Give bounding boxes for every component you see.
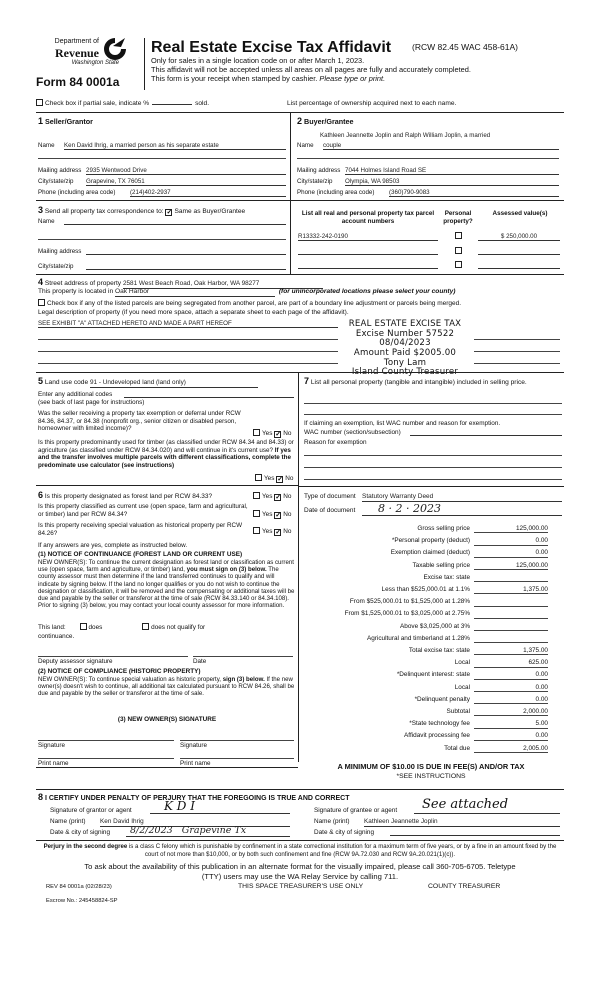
street-row (38, 277, 560, 289)
tax-row-value[interactable]: 2,005.00 (474, 745, 548, 753)
corr-name-label: Name (38, 218, 55, 225)
parcel-account-1[interactable]: R13332-242-0190 (298, 233, 438, 241)
pp-line-1 (304, 403, 562, 404)
forest-q1-no-checkbox[interactable] (274, 494, 281, 501)
tax-row-label: Exemption claimed (deduct) (390, 549, 470, 557)
land-use-label: Land use code (44, 379, 89, 386)
tax-row (300, 730, 562, 742)
tax-row-value[interactable]: 5.00 (474, 720, 548, 728)
grantor-date-field[interactable]: 8/2/2023 Grapevine Tx (126, 825, 290, 837)
this-land-label: This land: (38, 624, 66, 631)
buyer-phone-field[interactable]: (360)790-9083 (389, 189, 559, 197)
buyer-name-label: Name (297, 142, 314, 149)
corr-city-field[interactable] (86, 263, 286, 270)
tax-row-label: Less than $525,000.01 at 1.1% (381, 586, 470, 593)
land-use-field[interactable]: 91 - Undeveloped land (land only) (90, 379, 258, 388)
continuance-label: continuance. (38, 633, 75, 640)
grantor-name-field[interactable]: Ken David Ihrig (100, 818, 290, 827)
header-line3-b: Please type or print. (319, 74, 386, 83)
same-as-buyer-checkbox[interactable] (165, 209, 172, 216)
grantee-name-row (314, 818, 560, 826)
does-not-label: does not qualify for (151, 624, 206, 631)
tax-row (300, 633, 562, 645)
page-title: Real Estate Excise Tax Affidavit (151, 39, 392, 56)
notice-continuance-body (38, 559, 296, 609)
seller-heading-num: 1 (38, 116, 44, 126)
tax-row (300, 523, 562, 535)
tax-row-label: *Personal property (deduct) (391, 537, 470, 545)
segregated-label: Check box if any of the listed parcels are being segregated from another parcel, are part of a boundary line adjustment or parcels being merged. (47, 300, 462, 307)
buyer-name-line2 (297, 158, 559, 159)
grantee-signature-row (314, 797, 560, 815)
tax-row (300, 560, 562, 572)
correspondence-row (38, 205, 245, 216)
timber-yes-label: Yes (264, 475, 275, 482)
seller-mail-field[interactable]: 2935 Wentwood Drive (86, 167, 286, 175)
additional-codes-note: (see back of last page for instructions) (38, 399, 145, 406)
header-divider (144, 38, 145, 90)
personal-property-checkbox-1[interactable] (455, 232, 462, 239)
street-label: Street address of property (44, 280, 122, 287)
certify-heading-text: I CERTIFY UNDER PENALTY OF PERJURY THAT THE FOREGOING IS TRUE AND CORRECT (44, 795, 350, 802)
seller-name-label: Name (38, 142, 55, 149)
this-land-row (38, 623, 296, 632)
buyer-heading-num: 2 (297, 116, 303, 126)
divider-7 (36, 767, 298, 768)
tax-row (300, 596, 562, 608)
forest-q2-no-label: No (283, 511, 292, 518)
grantee-signature-field[interactable]: See attached (414, 797, 560, 814)
tax-row (300, 584, 562, 596)
street-address-field[interactable]: 2581 West Beach Road, Oak Harbor, WA 98277 (123, 280, 323, 289)
notice-continuance-a: NEW OWNER(S): To continue the current designation as forest land or classification as current use (open space, farm and agriculture, or timber) land, (38, 559, 294, 574)
deputy-date-line (193, 656, 293, 657)
buyer-heading-text: Buyer/Grantee (304, 117, 354, 126)
partial-sale-label-a: Check box if partial sale, indicate % (45, 100, 150, 107)
divider-1 (36, 112, 564, 113)
corr-mail-field[interactable] (86, 248, 286, 255)
dept-line3: Washington State (71, 60, 119, 66)
notice-compliance-a: NEW OWNER(S): To continue special valuation as historic property, (38, 676, 223, 683)
street-num: 4 (38, 277, 44, 287)
see-instructions-note: *SEE INSTRUCTIONS (396, 773, 466, 780)
tax-row-value[interactable] (474, 610, 548, 618)
exemption-yes-no (253, 429, 291, 438)
dept-line2: Revenue (55, 46, 99, 60)
grantor-name-label: Name (print) (50, 818, 86, 825)
tax-row-label: Above $3,025,000 at 3% (400, 622, 470, 630)
tax-row (300, 572, 562, 584)
tax-row-label: Affidavit processing fee (404, 732, 470, 740)
partial-sale-row (36, 98, 209, 108)
document-type-label: Type of document (304, 493, 356, 500)
additional-codes-label: Enter any additional codes (38, 391, 113, 398)
personal-property-label: List all personal property (tangible and intangible) included in selling price. (310, 379, 527, 386)
tax-row-value[interactable]: 0.00 (474, 732, 548, 740)
exemption-wac-note: If claiming an exemption, list WAC number and reason for exemption. (304, 420, 501, 427)
tax-row-value[interactable]: 0.00 (474, 684, 548, 692)
stamp-line4: Amount Paid $2005.00 (353, 347, 457, 358)
exemption-no-label: No (283, 430, 292, 437)
land-use-row (38, 376, 294, 388)
perjury-notice (40, 843, 560, 858)
owner-print-line-1 (38, 758, 174, 759)
tax-row (300, 547, 562, 559)
additional-codes-field[interactable] (124, 391, 294, 398)
divider-4 (36, 372, 564, 373)
forest-q3-yes-no (253, 527, 291, 536)
does-not-checkbox[interactable] (142, 623, 149, 630)
divider-9 (36, 840, 564, 841)
revision-label: REV 84 0001a (02/28/23) (46, 884, 112, 890)
notice-compliance-title: (2) NOTICE OF COMPLIANCE (HISTORIC PROPERTY) (38, 668, 201, 675)
tax-row-label: Total due (444, 744, 470, 752)
corr-name-field[interactable] (64, 218, 286, 225)
timber-no-label: No (285, 475, 294, 482)
parcel-account-3[interactable] (298, 262, 438, 269)
tax-row-label: Gross selling price (417, 525, 470, 532)
parcel-account-2[interactable] (298, 248, 438, 255)
tax-row-label: Local (454, 683, 470, 691)
seller-mail-row (38, 167, 286, 174)
segregated-checkbox[interactable] (38, 299, 45, 306)
stamp-line2: Excise Number 57522 (355, 328, 455, 339)
forest-q1-no-label: No (283, 493, 292, 500)
document-date-label: Date of document (304, 507, 356, 514)
exemption-question: Was the seller receiving a property tax exemption or deferral under RCW 84.36, 84.37, or 84.38 (nonprofit org., senior citizen or disabled person, homeowner with limited income)? (38, 410, 241, 433)
tax-row (300, 682, 562, 694)
reason-label: Reason for exemption (304, 439, 367, 446)
treasurer-use-only: THIS SPACE TREASURER'S USE ONLY (238, 883, 364, 890)
exemption-yes-checkbox[interactable] (253, 429, 260, 436)
timber-question-a: Is this property predominantly used for timber (as classified under RCW 84.34 and 84.33) or agriculture (as classified under RCW 84.34.020) and will continue in it's current use? (38, 439, 294, 454)
timber-no-checkbox[interactable] (276, 476, 283, 483)
dept-line1: Department of (54, 38, 99, 45)
buyer-name-row (297, 142, 559, 149)
owner-sig-line-1 (38, 740, 174, 741)
header-line3-a: This form is your receipt when stamped by cashier. (151, 74, 320, 83)
forest-q2: Is this property classified as current use (open space, farm and agricultural, or timber) land per RCW 84.34? (38, 503, 248, 518)
tax-row (300, 694, 562, 706)
reason-line-1 (304, 455, 562, 456)
personal-property-col-header: Personal property? (443, 210, 473, 225)
grantor-signature-label: Signature of grantor or agent (50, 807, 132, 814)
stamp-line3: 08/04/2023 (379, 338, 431, 349)
rcw-reference: (RCW 82.45 WAC 458-61A) (412, 42, 518, 52)
buyer-mail-row (297, 167, 559, 174)
stamp-right-line-1 (474, 339, 560, 340)
same-as-buyer-label: Same as Buyer/Grantee (174, 208, 246, 215)
perjury-bold: Perjury in the second degree (43, 843, 128, 850)
document-type-field[interactable]: Statutory Warranty Deed (362, 493, 562, 502)
reason-row (304, 439, 562, 447)
seller-phone-row (38, 189, 286, 196)
parcel-value-3[interactable] (478, 262, 560, 269)
grantee-date-field[interactable] (390, 829, 560, 836)
land-use-num: 5 (38, 376, 44, 386)
perjury-text: is a class C felony which is punishable by confinement in a state correctional institution for a maximum term of five years, or by a fine in an amount fixed by the court of not more than $10,000, or by both such confinement and fine (RCW 9A.72.030 and RCW 9A.20.021(1)(c)). (127, 843, 557, 858)
tax-table (300, 523, 562, 755)
grantor-signature-field[interactable]: K D I (150, 799, 290, 814)
forest-q1-text: Is this property designated as forest land per RCW 84.33? (44, 493, 213, 500)
tax-row-label: Taxable selling price (412, 561, 470, 569)
dor-logo-icon (101, 36, 129, 62)
stamp-line5: Tony Lam (383, 357, 427, 368)
stamp-line1: REAL ESTATE EXCISE TAX (348, 319, 462, 329)
grantor-date-label: Date & city of signing (50, 829, 111, 836)
corr-name-line2 (38, 239, 286, 240)
deputy-sig-line (38, 656, 188, 657)
certify-num: 8 (38, 792, 44, 802)
divider-6 (298, 486, 564, 487)
tax-row (300, 743, 562, 755)
legal-description-note: Legal description of property (if you need more space, attach a separate sheet to each page of the affidavit). (38, 309, 349, 316)
personal-property-num: 7 (304, 376, 310, 386)
document-type-row (304, 493, 562, 501)
tax-row (300, 669, 562, 681)
legal-description-field[interactable]: SEE EXHIBIT "A" ATTACHED HERETO AND MADE A PART HEREOF (38, 320, 338, 328)
tax-row-value[interactable]: 125,000.00 (474, 525, 548, 533)
seller-heading (38, 116, 93, 127)
tax-row-label: *Delinquent interest: state (396, 671, 470, 679)
buyer-name-field[interactable]: couple (323, 142, 559, 150)
tax-row-label: Local (454, 659, 470, 667)
forest-q1-yes-no (253, 492, 291, 501)
timber-yes-no (253, 474, 293, 483)
buyer-city-label: City/state/zip (297, 178, 333, 185)
wac-row (304, 429, 562, 437)
tax-row (300, 706, 562, 718)
seller-name-field[interactable]: Ken David Ihrig, a married person as his separate estate (64, 142, 286, 150)
does-checkbox[interactable] (80, 623, 87, 630)
parcel-col-header: List all real and personal property tax parcel account numbers (301, 210, 435, 225)
notice-compliance-body (38, 676, 296, 698)
tax-row-value[interactable]: 1,375.00 (474, 647, 548, 655)
reason-line-3 (304, 479, 562, 480)
correspondence-label: Send all property tax correspondence to: (44, 208, 164, 215)
divider-2 (36, 200, 564, 201)
alternate-format-line1: To ask about the availability of this publication in an alternate format for the visually impaired, please call 360-705-6705. Teletype (84, 862, 516, 871)
located-row (38, 288, 560, 297)
notice-continuance-c: The county assessor must then determine if the land transferred continues to qualify and will indicate by signing below. If the land no longer qualifies or you do not wish to continue the designation or classification, it will be removed and the compensating or additional taxes will be due and payable by the seller or transferor at the time of sale (RCW 84.33.140 or 84.34.108). Prior to signing (3) below, you may contact your local county assessor for more information. (38, 566, 295, 610)
escrow-number: Escrow No.: 245458824-SP (46, 898, 118, 904)
forest-q1 (38, 490, 250, 501)
tax-row-value[interactable] (474, 598, 548, 606)
header-line3 (151, 75, 385, 84)
forest-q1-yes-label: Yes (262, 493, 273, 500)
excise-tax-stamp (338, 320, 472, 378)
tax-row-value[interactable]: 625.00 (474, 659, 548, 667)
divider-8 (36, 789, 564, 790)
additional-codes-row (38, 391, 294, 399)
tax-row-value[interactable]: 0.00 (474, 549, 548, 557)
deputy-signature-label: Deputy assessor signature (38, 658, 113, 665)
pp-line-2 (304, 414, 562, 415)
seller-heading-text: Seller/Grantor (45, 117, 93, 126)
buyer-city-row (297, 178, 559, 185)
personal-property-checkbox-2[interactable] (455, 247, 462, 254)
forest-q3-no-checkbox[interactable] (274, 529, 281, 536)
notice-compliance-b: sign (3) below. (222, 676, 265, 683)
correspondence-num: 3 (38, 205, 44, 215)
tax-row (300, 718, 562, 730)
legal-line-2 (38, 339, 338, 340)
grantor-signature-row (50, 799, 290, 815)
divider-3 (36, 274, 564, 275)
personal-property-checkbox-3[interactable] (455, 261, 462, 268)
ownership-note: List percentage of ownership acquired next to each name. (287, 100, 457, 107)
forest-q2-no-checkbox[interactable] (274, 512, 281, 519)
tax-row-value[interactable]: 0.00 (474, 696, 548, 704)
seller-phone-label: Phone (including area code) (38, 189, 116, 196)
tax-row (300, 657, 562, 669)
buyer-phone-label: Phone (including area code) (297, 189, 375, 196)
corr-mail-label: Mailing address (38, 248, 82, 255)
partial-sale-checkbox[interactable] (36, 99, 43, 106)
forest-q2-yes-no (253, 510, 291, 519)
stamp-right-line-2 (474, 351, 560, 352)
does-label: does (88, 624, 103, 631)
wac-label: WAC number (section/subsection) (304, 429, 401, 436)
forest-q3-no-label: No (283, 528, 292, 535)
corr-mail-row (38, 248, 286, 255)
minimum-fee-note: A MINIMUM OF $10.00 IS DUE IN FEE(S) AND/OR TAX (337, 762, 525, 771)
tax-row-value[interactable]: 1,375.00 (474, 586, 548, 594)
assessed-value-col-header: Assessed value(s) (492, 210, 548, 217)
tax-row-label: From $1,525,000.01 to $3,025,000 at 2.75% (344, 610, 470, 618)
forest-q2-yes-label: Yes (262, 511, 273, 518)
timber-question-b: If yes and the transfer involves multiple parcels with different classifications, complete the predominate use calculator (see instructions) (38, 446, 291, 469)
alternate-format-line2: (TTY) users may use the WA Relay Service by calling 711. (201, 872, 399, 881)
buyer-mail-field[interactable]: 7044 Holmes Island Road SE (345, 167, 559, 175)
unincorporated-note: (for unincorporated locations please select your county) (278, 288, 456, 295)
tax-row-value[interactable] (474, 623, 548, 631)
document-date-row (304, 502, 562, 515)
deputy-date-label: Date (193, 658, 207, 665)
seller-city-field[interactable]: Grapevine, TX 76051 (86, 178, 286, 186)
segregated-row (38, 299, 568, 308)
tax-row-value[interactable]: 0.00 (474, 537, 548, 545)
notice-continuance-b: you must sign on (3) below. (186, 566, 267, 574)
seller-name-row (38, 142, 286, 149)
tax-row-value[interactable] (474, 574, 548, 582)
buyer-phone-row (297, 189, 559, 196)
reason-line-2 (304, 467, 562, 468)
buyer-city-field[interactable]: Olympia, WA 98503 (345, 178, 559, 186)
notice-compliance-c: If the new owner(s) doesn't wish to continue, all additional tax calculated pursuant to RCW 84.26, shall be due and payable by the seller or transferor at the time of sale. (38, 676, 295, 698)
forest-q3-yes-checkbox[interactable] (253, 527, 260, 534)
form-number: Form 84 0001a (36, 75, 120, 89)
owner-print-2-label: Print name (180, 760, 211, 767)
stamp-line6: Island County Treasurer (351, 367, 459, 378)
tax-row-label: Agricultural and timberland at 1.28% (366, 634, 470, 642)
forest-q3-yes-label: Yes (262, 528, 273, 535)
seller-city-label: City/state/zip (38, 178, 74, 185)
timber-yes-checkbox[interactable] (255, 474, 262, 481)
grantee-signature-label: Signature of grantee or agent (314, 807, 398, 814)
exemption-no-checkbox[interactable] (274, 431, 281, 438)
grantee-name-label: Name (print) (314, 818, 350, 825)
seller-name-line2 (38, 158, 286, 159)
tax-row-value[interactable]: 0.00 (474, 671, 548, 679)
notice-continuance-title: (1) NOTICE OF CONTINUANCE (FOREST LAND OR CURRENT USE) (38, 551, 243, 558)
buyer-mail-label: Mailing address (297, 167, 341, 174)
grantee-name-field[interactable]: Kathleen Jeannette Joplin (364, 818, 560, 827)
corr-city-row (38, 263, 286, 270)
new-owner-signature-title: (3) NEW OWNER(S) SIGNATURE (117, 716, 217, 723)
stamp-right-line-3 (474, 363, 560, 364)
grantee-date-label: Date & city of signing (314, 829, 375, 836)
document-date-field[interactable]: 8 · 2 · 2023 (362, 502, 562, 516)
grantee-date-row (314, 829, 560, 837)
partial-percent-field[interactable] (152, 98, 192, 105)
legal-line-4 (38, 363, 338, 364)
if-yes-note: If any answers are yes, complete as instructed below. (38, 542, 188, 549)
forest-q2-yes-checkbox[interactable] (253, 510, 260, 517)
personal-property-row (304, 376, 562, 387)
tax-row (300, 645, 562, 657)
tax-row (300, 621, 562, 633)
exemption-yes-label: Yes (262, 430, 273, 437)
tax-row-value[interactable]: 2,000.00 (474, 708, 548, 716)
timber-question (38, 439, 294, 469)
parcel-value-2[interactable] (478, 248, 560, 255)
tax-row-label: Subtotal (446, 708, 470, 715)
corr-name-row (38, 218, 286, 225)
header-line2: This affidavit will not be accepted unless all areas on all pages are fully and accurately completed. (151, 65, 471, 74)
tax-row-label: *State technology fee (409, 720, 470, 728)
buyer-heading (297, 116, 354, 127)
tax-row-label: From $525,000.01 to $1,525,000 at 1.28% (349, 598, 470, 606)
tax-row-label: Total excise tax: state (408, 647, 470, 654)
county-treasurer-label: COUNTY TREASURER (428, 883, 501, 890)
buyer-name-line1: Kathleen Jeannette Joplin and Ralph William Joplin, a married (320, 132, 491, 139)
tax-row-value[interactable]: 125,000.00 (474, 562, 548, 570)
located-field[interactable]: Oak Harbor (115, 288, 275, 297)
grantor-date-row (50, 825, 290, 837)
owner-print-1-label: Print name (38, 760, 69, 767)
tax-row-label: Excise tax: state (423, 573, 470, 581)
owner-signature-1-label: Signature (38, 742, 65, 749)
divider-col-2 (298, 372, 299, 762)
seller-mail-label: Mailing address (38, 167, 82, 174)
wac-field[interactable] (410, 429, 562, 436)
owner-signature-2-label: Signature (180, 742, 207, 749)
located-label: This property is located in (38, 288, 114, 295)
tax-row-label: *Delinquent penalty (414, 695, 470, 703)
divider-col-1 (290, 112, 291, 274)
owner-sig-line-2 (180, 740, 294, 741)
forest-q1-yes-checkbox[interactable] (253, 492, 260, 499)
header-line1: Only for sales in a single location code on or after March 1, 2023. (151, 56, 365, 65)
legal-line-3 (38, 351, 338, 352)
corr-city-label: City/state/zip (38, 263, 74, 270)
forest-q3: Is this property receiving special valuation as historical property per RCW 84.26? (38, 522, 243, 537)
owner-print-line-2 (180, 758, 294, 759)
tax-row (300, 535, 562, 547)
parcel-value-1[interactable]: $ 250,000.00 (478, 233, 560, 241)
divider-5 (36, 485, 298, 486)
seller-phone-field[interactable]: (214)402-2937 (130, 189, 286, 197)
seller-city-row (38, 178, 286, 185)
tax-row (300, 608, 562, 620)
tax-row-value[interactable] (474, 635, 548, 643)
forest-num: 6 (38, 490, 44, 500)
partial-sale-label-b: sold. (195, 100, 210, 107)
